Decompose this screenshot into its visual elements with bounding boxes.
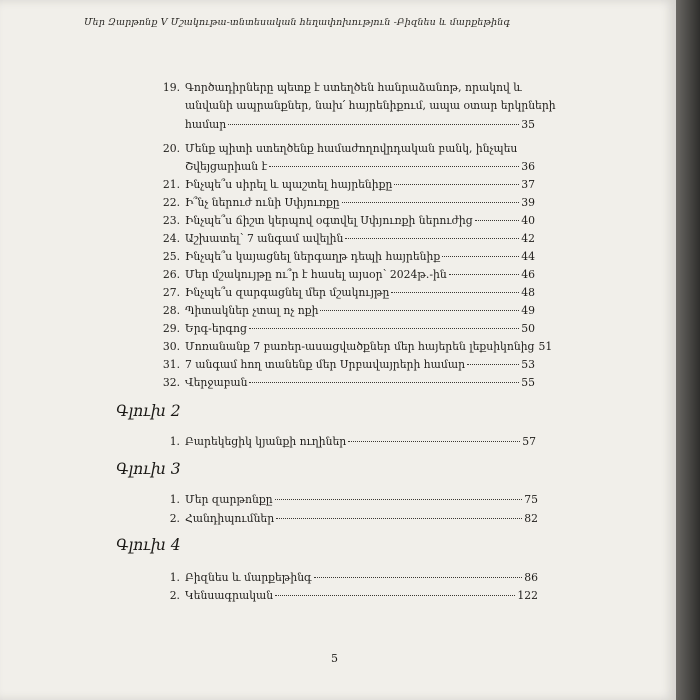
entry-number: 32. xyxy=(162,376,180,389)
entry-number: 1. xyxy=(169,493,180,506)
running-head: Մեր Զարթոնք V Մշակութա-տնտեսական հեղափոխություն -Բիզնես և մարքեթինգ xyxy=(84,17,511,28)
entry-page: 44 xyxy=(521,250,535,263)
dot-leader xyxy=(442,256,519,257)
entry-number: 1. xyxy=(169,435,180,448)
dot-leader xyxy=(249,382,519,383)
entry-number: 28. xyxy=(162,304,180,317)
toc-line xyxy=(185,116,535,133)
toc-line xyxy=(185,266,535,283)
dot-leader xyxy=(320,310,519,311)
entry-text: Շվեյցարիան է xyxy=(185,160,268,173)
entry-text: Մեր մշակույթը ու՞ր է հասել այսօր՝ 2024թ.-ին xyxy=(185,268,447,281)
entry-text: Պիտակներ չտալ ոչ ոքի xyxy=(185,304,319,317)
chapter-heading: Գլուխ 4 xyxy=(116,536,181,554)
entry-number: 26. xyxy=(162,268,180,281)
entry-page: 49 xyxy=(521,304,535,317)
toc-line xyxy=(185,587,538,604)
toc-line xyxy=(185,158,535,175)
entry-text: Ինչպե՞ս սիրել և պաշտել հայրենիքը xyxy=(185,178,393,191)
dot-leader xyxy=(276,518,522,519)
toc-line xyxy=(185,284,535,301)
entry-text: անվանի ապրանքներ, նախ՛ հայրենիքում, ապա օտար երկրների xyxy=(185,99,556,112)
dot-leader xyxy=(391,292,519,293)
entry-text: Հանդիպումներ xyxy=(185,512,275,525)
entry-page: 82 xyxy=(524,512,538,525)
entry-number: 27. xyxy=(162,286,180,299)
entry-number: 25. xyxy=(162,250,180,263)
entry-page: 57 xyxy=(522,435,536,448)
entry-number: 29. xyxy=(162,322,180,335)
dot-leader xyxy=(342,202,520,203)
entry-page: 51 xyxy=(538,340,553,353)
entry-number: 19. xyxy=(162,81,180,94)
toc-line xyxy=(185,302,535,319)
toc-line xyxy=(185,320,535,337)
toc-line xyxy=(185,230,535,247)
entry-page: 37 xyxy=(521,178,535,191)
entry-page: 86 xyxy=(524,571,538,584)
dot-leader xyxy=(394,184,519,185)
entry-page: 39 xyxy=(521,196,535,209)
page-number: 5 xyxy=(331,652,338,665)
entry-text: Մեր զարթոնքը xyxy=(185,493,273,506)
entry-text: Մոռանանք 7 բառեր-ասացվածքներ մեր հայերեն լեքսիկոնից xyxy=(185,340,535,353)
dot-leader xyxy=(275,499,523,500)
entry-page: 55 xyxy=(521,376,535,389)
chapter-heading: Գլուխ 3 xyxy=(116,460,181,478)
dot-leader xyxy=(275,595,515,596)
dot-leader xyxy=(348,441,520,442)
dot-leader xyxy=(467,364,519,365)
entry-number: 21. xyxy=(162,178,180,191)
book-edge xyxy=(676,0,700,700)
entry-page: 46 xyxy=(521,268,535,281)
entry-page: 36 xyxy=(521,160,535,173)
entry-number: 20. xyxy=(162,142,180,155)
entry-text: Ինչպե՞ս ճիշտ կերպով օգտվել Սփյուռքի ներուժից xyxy=(185,214,473,227)
entry-number: 23. xyxy=(162,214,180,227)
dot-leader xyxy=(314,577,523,578)
entry-page: 50 xyxy=(521,322,535,335)
entry-number: 30. xyxy=(162,340,180,353)
toc-line xyxy=(185,569,538,586)
entry-text: Ինչպե՞ս զարգացնել մեր մշակույթը xyxy=(185,286,390,299)
entry-number: 24. xyxy=(162,232,180,245)
entry-text: Աշխատել՝ 7 անգամ ավելին xyxy=(185,232,344,245)
entry-page: 75 xyxy=(524,493,538,506)
entry-number: 22. xyxy=(162,196,180,209)
entry-page: 48 xyxy=(521,286,535,299)
dot-leader xyxy=(269,166,519,167)
entry-text: Մենք պիտի ստեղծենք համաժողովրդական բանկ, ինչպես xyxy=(185,142,518,155)
entry-number: 2. xyxy=(169,589,180,602)
entry-text: Կենսագրական xyxy=(185,589,274,602)
entry-text: Ինչպե՞ս կայացնել ներգաղթ դեպի հայրենիք xyxy=(185,250,441,263)
entry-number: 2. xyxy=(169,512,180,525)
dot-leader xyxy=(475,220,520,221)
entry-page: 35 xyxy=(521,118,535,131)
entry-page: 40 xyxy=(521,214,535,227)
entry-page: 53 xyxy=(521,358,535,371)
toc-line xyxy=(185,338,553,355)
toc-line xyxy=(185,248,535,265)
chapter-heading: Գլուխ 2 xyxy=(116,402,181,420)
dot-leader xyxy=(449,274,520,275)
entry-text: Վերջաբան xyxy=(185,376,248,389)
entry-text: Ի՞նչ ներուժ ունի Սփյուռքը xyxy=(185,196,340,209)
toc-line xyxy=(185,194,535,211)
entry-page: 42 xyxy=(521,232,535,245)
entry-text: Բիզնես և մարքեթինգ xyxy=(185,571,312,584)
toc-line xyxy=(185,212,535,229)
entry-text: Երգ-երգոց xyxy=(185,322,247,335)
dot-leader xyxy=(345,238,519,239)
toc-line xyxy=(185,176,535,193)
entry-text: Բարեկեցիկ կյանքի ուղիներ xyxy=(185,435,347,448)
entry-number: 31. xyxy=(162,358,180,371)
entry-text: Գործադիրները պետք է ստեղծեն հանրաձանոթ, որակով և xyxy=(185,81,522,94)
toc-line xyxy=(185,374,535,391)
toc-line xyxy=(185,356,535,373)
toc-line xyxy=(185,491,538,508)
dot-leader xyxy=(249,328,519,329)
entry-text: համար xyxy=(185,118,227,131)
entry-number: 1. xyxy=(169,571,180,584)
dot-leader xyxy=(228,124,519,125)
toc-line xyxy=(185,433,536,450)
toc-line xyxy=(185,510,538,527)
entry-text: 7 անգամ հող տանենք մեր Սրբավայրերի համար xyxy=(185,358,466,371)
entry-page: 122 xyxy=(517,589,538,602)
